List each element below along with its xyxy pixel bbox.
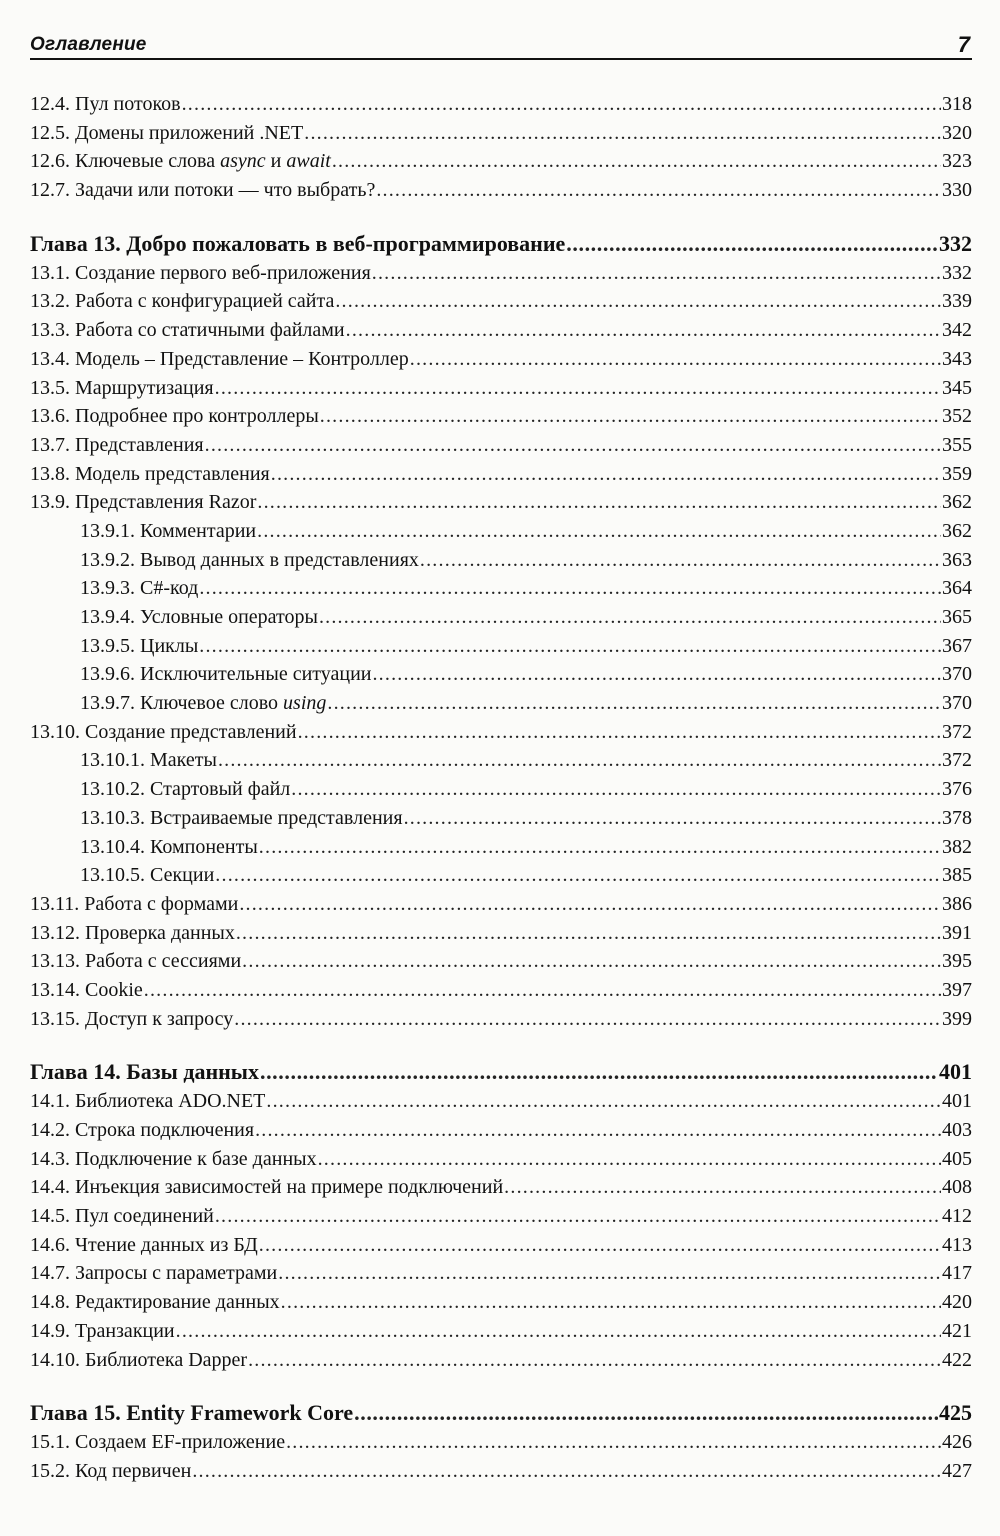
dot-leader [327, 689, 941, 718]
toc-entry-number: 13.1. [30, 261, 70, 284]
toc-title-text: Редактирование данных [75, 1291, 280, 1314]
toc-page-number: 370 [942, 692, 972, 715]
toc-entry-row [30, 287, 972, 316]
dot-leader [260, 1057, 938, 1087]
toc-entry-title [75, 402, 319, 431]
toc-entry-title [126, 1398, 353, 1428]
toc-entry-title [140, 689, 326, 718]
toc-page-number: 332 [939, 230, 972, 256]
dot-leader [215, 861, 941, 890]
toc-page-number: 405 [942, 1147, 972, 1170]
toc-page-number: 318 [942, 93, 972, 115]
toc-entry-number: 13.9.6. [80, 663, 135, 686]
toc-title-text: Entity Framework Core [126, 1400, 354, 1426]
toc-entry-number: 13.9.2. [80, 548, 135, 571]
toc-page-number: 372 [942, 749, 972, 772]
toc-entry-title [150, 746, 217, 775]
toc-title-text: Пул потоков [75, 93, 181, 115]
toc-title-text: Доступ к запросу [85, 1007, 234, 1030]
toc-page-number: 413 [942, 1233, 972, 1256]
toc-entry-row [30, 1457, 972, 1486]
toc-entry-number: Глава 13. [30, 230, 121, 256]
toc-page-number: 343 [942, 347, 972, 370]
dot-leader [259, 1231, 941, 1260]
toc-entry-title [150, 833, 258, 862]
toc-entry-title [75, 431, 204, 460]
toc-title-text: Макеты [150, 749, 217, 772]
toc-entry-row [30, 1005, 972, 1034]
toc-entry-title [75, 1428, 285, 1457]
toc-subentry-row [30, 775, 972, 804]
toc-subentry-row [30, 546, 972, 575]
toc-entry-number: 13.15. [30, 1007, 80, 1030]
dot-leader [255, 1116, 941, 1145]
toc-page-number: 372 [942, 720, 972, 743]
toc-entry-number: 13.13. [30, 950, 80, 973]
running-header [30, 0, 972, 60]
toc-title-text: Секции [150, 864, 215, 887]
toc-title-text: Создание представлений [85, 720, 297, 743]
toc-title-text: С#-код [140, 577, 199, 600]
toc-page-number: 362 [942, 519, 972, 542]
toc-page-number: 420 [942, 1291, 972, 1314]
toc-subentry-row [30, 603, 972, 632]
toc-entry-number: Глава 15. [30, 1400, 121, 1426]
toc-title-text: Работа со статичными файлами [75, 319, 345, 342]
dot-leader [335, 287, 941, 316]
toc-title-text: Компоненты [150, 835, 258, 858]
toc-title-text: Подключение к базе данных [75, 1147, 317, 1170]
toc-entry-number: 14.10. [30, 1348, 80, 1371]
dot-leader [320, 402, 941, 431]
toc-subentry-row [30, 861, 972, 890]
toc-entry-title [75, 1173, 503, 1202]
toc-entry-title [75, 147, 331, 176]
toc-entry-number: 13.10.3. [80, 806, 145, 829]
toc-entry-title [75, 1317, 175, 1346]
dot-leader [236, 919, 941, 948]
dot-leader [286, 1428, 941, 1457]
dot-leader [257, 488, 941, 517]
toc-entry-number: 12.6. [30, 150, 70, 173]
toc-title-text: Маршрутизация [75, 376, 214, 399]
toc-page-number: 323 [942, 150, 972, 173]
toc-page-number: 417 [942, 1262, 972, 1285]
toc-page-number: 378 [942, 806, 972, 829]
page-number: 7 [957, 32, 970, 57]
section-gap [30, 1033, 972, 1057]
toc-entry-title [75, 119, 303, 148]
dot-leader [144, 976, 941, 1005]
toc-chapter-row [30, 1398, 972, 1428]
toc-entry-number: 14.8. [30, 1291, 70, 1314]
toc-title-text: Стартовый файл [150, 778, 291, 801]
toc-entry-number: 13.6. [30, 405, 70, 428]
dot-leader [372, 660, 941, 689]
dot-leader [298, 718, 941, 747]
dot-leader [278, 1259, 941, 1288]
toc-entry-number: 13.12. [30, 921, 80, 944]
dot-leader [257, 517, 941, 546]
toc-entry-title [85, 976, 143, 1005]
toc-subentry-row [30, 833, 972, 862]
toc-entry-title [75, 1288, 280, 1317]
toc-entry-title [75, 488, 256, 517]
toc-entry-number: 13.10.2. [80, 778, 145, 801]
toc-entry-number: 13.14. [30, 978, 80, 1001]
toc-page-number: 401 [942, 1090, 972, 1113]
toc-title-text: Создаем EF-приложение [75, 1431, 286, 1454]
toc-title-text: Ключевые слова [75, 150, 221, 173]
dot-leader [271, 460, 941, 489]
toc-page-number: 395 [942, 950, 972, 973]
toc-page-number: 391 [942, 921, 972, 944]
toc-entry-number: 13.4. [30, 347, 70, 370]
toc-title-text: Проверка данных [85, 921, 235, 944]
toc-page-number: 386 [942, 892, 972, 915]
dot-leader [346, 316, 941, 345]
toc-page-number: 382 [942, 835, 972, 858]
toc-page-number: 367 [942, 634, 972, 657]
dot-leader [404, 804, 941, 833]
toc-title-italic: using [283, 692, 327, 715]
toc-page-number: 425 [939, 1400, 972, 1426]
toc-entry-number: 14.2. [30, 1119, 70, 1141]
toc-subentry-row [30, 517, 972, 546]
dot-leader [420, 546, 941, 575]
toc-title-text: Ключевое слово [140, 692, 284, 715]
table-of-contents [30, 90, 972, 1486]
toc-entry-title [75, 90, 181, 119]
toc-page-number: 403 [942, 1119, 972, 1141]
toc-entry-row [30, 176, 972, 205]
dot-leader [182, 90, 941, 119]
toc-title-text: Добро пожаловать в веб-программирование [126, 230, 566, 256]
toc-title-text: Cookie [85, 978, 143, 1001]
toc-title-text: Работа с сессиями [85, 950, 242, 973]
toc-entry-number: 15.1. [30, 1431, 70, 1454]
dot-leader [410, 345, 941, 374]
toc-page-number: 359 [942, 462, 972, 485]
toc-entry-title [85, 947, 241, 976]
toc-title-text: Вывод данных в представлениях [140, 548, 419, 571]
toc-entry-number: 13.7. [30, 433, 70, 456]
toc-title-text: Создание первого веб-приложения [75, 261, 371, 284]
toc-entry-title [75, 1116, 254, 1145]
toc-entry-row [30, 976, 972, 1005]
toc-page-number: 399 [942, 1007, 972, 1030]
toc-entry-row [30, 431, 972, 460]
toc-entry-title [85, 718, 297, 747]
toc-entry-row [30, 1202, 972, 1231]
dot-leader [291, 775, 941, 804]
dot-leader [215, 1202, 941, 1231]
dot-leader [281, 1288, 941, 1317]
toc-page-number: 365 [942, 606, 972, 628]
toc-entry-title [75, 316, 345, 345]
dot-leader [234, 1005, 941, 1034]
dot-leader [199, 632, 941, 661]
toc-entry-row [30, 147, 972, 176]
toc-page-number: 320 [942, 121, 972, 144]
dot-leader [199, 574, 941, 603]
toc-entry-title [75, 1202, 214, 1231]
toc-subentry-row [30, 632, 972, 661]
toc-entry-number: 14.9. [30, 1319, 70, 1342]
toc-entry-title [75, 259, 371, 288]
toc-entry-title [75, 1087, 265, 1116]
toc-entry-number: 13.10. [30, 720, 80, 743]
toc-entry-number: 14.6. [30, 1233, 70, 1256]
toc-entry-title [140, 603, 318, 632]
toc-page-number: 339 [942, 290, 972, 313]
toc-title-text: Исключительные ситуации [140, 663, 372, 686]
toc-title-text: Работа с формами [84, 892, 239, 915]
toc-entry-row [30, 1317, 972, 1346]
toc-title-text: Комментарии [140, 519, 257, 542]
toc-entry-title [150, 861, 214, 890]
toc-entry-number: Глава 14. [30, 1059, 121, 1085]
toc-page-number: 370 [942, 663, 972, 686]
toc-title-text: Работа с конфигурацией сайта [75, 290, 335, 313]
toc-entry-title [140, 660, 371, 689]
section-gap [30, 1374, 972, 1398]
toc-subentry-row [30, 804, 972, 833]
toc-entry-number: 13.10.4. [80, 835, 145, 858]
toc-page-number: 422 [942, 1348, 972, 1371]
toc-title-text: Задачи или потоки — что выбрать? [75, 179, 376, 202]
section-gap [30, 205, 972, 229]
toc-page-number: 426 [942, 1431, 972, 1454]
toc-title-text: Представления Razor [75, 491, 257, 514]
toc-entry-title [140, 632, 198, 661]
toc-entry-row [30, 1145, 972, 1174]
dot-leader [566, 229, 938, 259]
toc-page-number: 408 [942, 1176, 972, 1199]
toc-title-text: Подробнее про контроллеры [75, 405, 319, 428]
dot-leader [304, 119, 941, 148]
toc-entry-row [30, 1116, 972, 1145]
toc-page-number: 352 [942, 405, 972, 428]
toc-entry-number: 14.5. [30, 1205, 70, 1228]
toc-page-number: 412 [942, 1205, 972, 1228]
toc-title-text: Модель – Представление – Контроллер [75, 347, 409, 370]
dot-leader [266, 1087, 941, 1116]
toc-entry-number: 13.9.7. [80, 692, 135, 715]
toc-entry-title [140, 574, 198, 603]
toc-entry-title [75, 1259, 277, 1288]
toc-entry-row [30, 718, 972, 747]
toc-page-number: 427 [942, 1459, 972, 1482]
toc-entry-number: 13.9.1. [80, 519, 135, 542]
toc-entry-row [30, 947, 972, 976]
toc-entry-title [140, 546, 419, 575]
toc-title-text: Транзакции [75, 1319, 175, 1342]
dot-leader [248, 1346, 941, 1375]
toc-page-number: 376 [942, 778, 972, 801]
toc-entry-number: 14.4. [30, 1176, 70, 1199]
toc-title-text: Представления [75, 433, 204, 456]
toc-entry-row [30, 460, 972, 489]
toc-entry-title [85, 919, 235, 948]
toc-title-text: Базы данных [126, 1059, 259, 1085]
toc-title-text: Инъекция зависимостей на примере подключений [75, 1176, 504, 1199]
dot-leader [192, 1457, 941, 1486]
toc-entry-row [30, 119, 972, 148]
document-page [30, 0, 972, 1486]
toc-entry-row [30, 316, 972, 345]
section-title: Оглавление [30, 34, 147, 55]
toc-page-number: 363 [942, 548, 972, 571]
toc-entry-row [30, 374, 972, 403]
dot-leader [332, 147, 941, 176]
toc-entry-number: 13.10.1. [80, 749, 145, 772]
toc-title-text: и [265, 150, 287, 173]
toc-entry-row [30, 1346, 972, 1375]
toc-title-text: Циклы [140, 634, 199, 657]
toc-title-text: Модель представления [75, 462, 270, 485]
toc-entry-number: 13.9. [30, 491, 70, 514]
toc-entry-title [75, 460, 270, 489]
toc-entry-title [85, 1005, 233, 1034]
toc-entry-number: 13.3. [30, 319, 70, 342]
toc-entry-row [30, 259, 972, 288]
toc-title-text: Строка подключения [75, 1119, 255, 1141]
toc-page-number: 342 [942, 319, 972, 342]
toc-entry-number: 13.5. [30, 376, 70, 399]
toc-entry-row [30, 1231, 972, 1260]
dot-leader [218, 746, 941, 775]
toc-page-number: 401 [939, 1059, 972, 1085]
dot-leader [205, 431, 941, 460]
dot-leader [239, 890, 941, 919]
toc-title-text: Домены приложений .NET [75, 121, 304, 144]
dot-leader [319, 603, 941, 632]
toc-entry-row [30, 1087, 972, 1116]
toc-entry-row [30, 90, 972, 119]
toc-title-text: Пул соединений [75, 1205, 214, 1228]
toc-entry-number: 13.11. [30, 892, 80, 915]
toc-subentry-row [30, 660, 972, 689]
toc-entry-number: 12.5. [30, 121, 70, 144]
toc-entry-number: 13.9.3. [80, 577, 135, 600]
toc-entry-number: 13.9.4. [80, 606, 135, 628]
toc-entry-title [126, 1057, 259, 1087]
toc-entry-number: 14.7. [30, 1262, 70, 1285]
toc-title-text: Встраиваемые представления [150, 806, 403, 829]
dot-leader [504, 1173, 941, 1202]
toc-entry-row [30, 488, 972, 517]
dot-leader [242, 947, 941, 976]
toc-title-text: Чтение данных из БД [75, 1233, 258, 1256]
toc-entry-number: 12.4. [30, 93, 70, 115]
toc-title-text: Код первичен [75, 1459, 192, 1482]
toc-entry-title [150, 804, 403, 833]
toc-entry-number: 15.2. [30, 1459, 70, 1482]
toc-entry-title [75, 1145, 317, 1174]
toc-entry-title [84, 890, 238, 919]
toc-page-number: 364 [942, 577, 972, 600]
dot-leader [176, 1317, 941, 1346]
toc-entry-title [75, 176, 375, 205]
toc-entry-row [30, 1259, 972, 1288]
toc-entry-title [75, 345, 409, 374]
toc-entry-title [75, 287, 334, 316]
toc-title-text: Библиотека ADO.NET [75, 1090, 266, 1113]
toc-page-number: 345 [942, 376, 972, 399]
toc-chapter-row [30, 229, 972, 259]
toc-entry-row [30, 1288, 972, 1317]
toc-title-text: Условные операторы [140, 606, 318, 628]
toc-entry-number: 13.9.5. [80, 634, 135, 657]
toc-page-number: 330 [942, 179, 972, 202]
toc-subentry-row [30, 689, 972, 718]
toc-entry-title [85, 1346, 247, 1375]
toc-page-number: 332 [942, 261, 972, 284]
dot-leader [318, 1145, 941, 1174]
toc-entry-title [75, 1231, 258, 1260]
toc-entry-number: 14.1. [30, 1090, 70, 1113]
toc-title-italic: await [286, 150, 331, 173]
toc-page-number: 355 [942, 433, 972, 456]
toc-entry-number: 13.8. [30, 462, 70, 485]
toc-subentry-row [30, 746, 972, 775]
toc-title-text: Библиотека Dapper [85, 1348, 248, 1371]
toc-entry-title [75, 1457, 191, 1486]
toc-chapter-row [30, 1057, 972, 1087]
toc-entry-title [75, 374, 214, 403]
toc-entry-title [126, 229, 565, 259]
dot-leader [354, 1398, 938, 1428]
toc-title-italic: async [220, 150, 266, 173]
toc-entry-number: 13.2. [30, 290, 70, 313]
toc-entry-number: 14.3. [30, 1147, 70, 1170]
dot-leader [372, 259, 941, 288]
toc-title-text: Запросы с параметрами [75, 1262, 278, 1285]
toc-page-number: 421 [942, 1319, 972, 1342]
toc-entry-row [30, 890, 972, 919]
dot-leader [259, 833, 941, 862]
toc-entry-row [30, 919, 972, 948]
toc-subentry-row [30, 574, 972, 603]
toc-page-number: 362 [942, 491, 972, 514]
toc-entry-title [140, 517, 256, 546]
toc-entry-number: 13.10.5. [80, 864, 145, 887]
toc-entry-row [30, 1173, 972, 1202]
toc-entry-number: 12.7. [30, 179, 70, 202]
toc-entry-row [30, 345, 972, 374]
toc-entry-title [150, 775, 290, 804]
dot-leader [215, 374, 941, 403]
toc-page-number: 385 [942, 864, 972, 887]
toc-entry-row [30, 1428, 972, 1457]
dot-leader [376, 176, 941, 205]
toc-page-number: 397 [942, 978, 972, 1001]
toc-entry-row [30, 402, 972, 431]
